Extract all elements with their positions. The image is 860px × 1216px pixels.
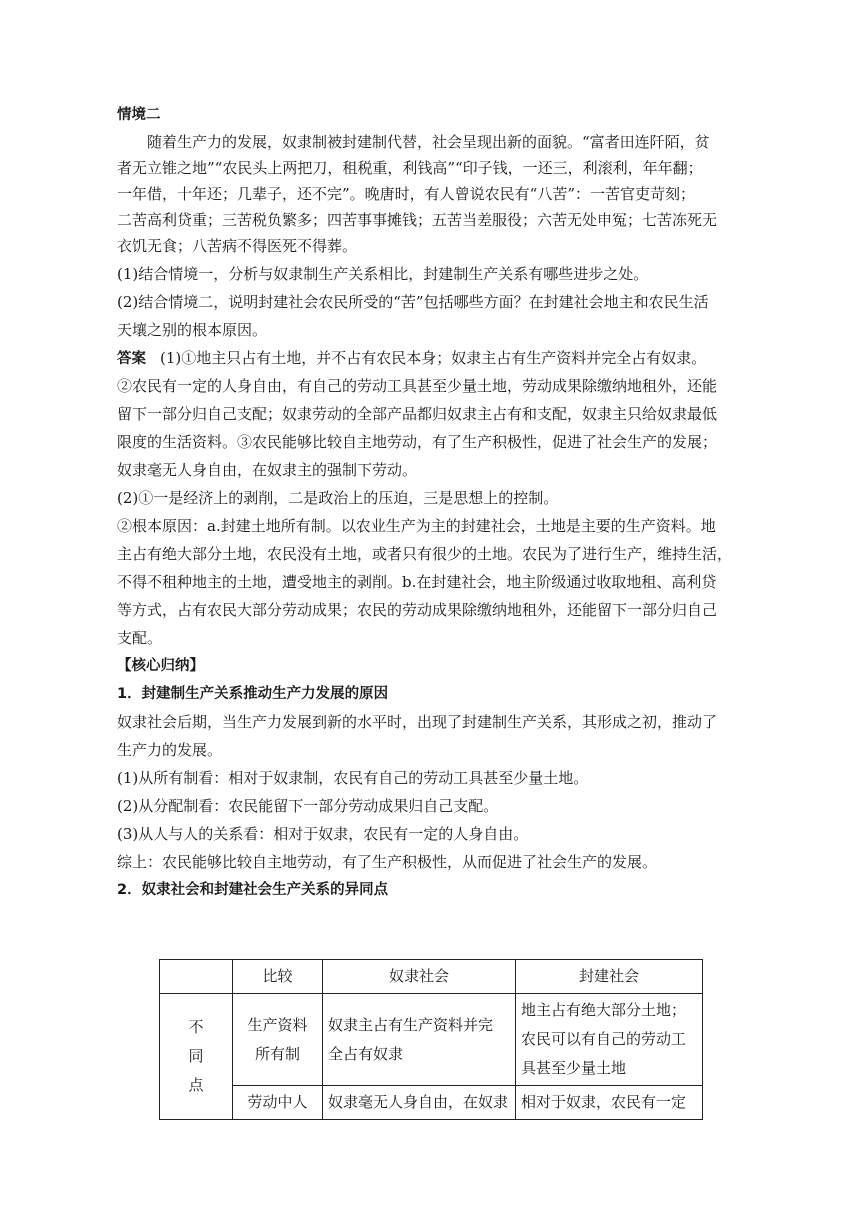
answer-line: 留下一部分归自己支配；奴隶劳动的全部产品都归奴隶主占有和支配，奴隶主只给奴隶最低 bbox=[117, 405, 718, 423]
group-label-char: 不 bbox=[188, 1018, 204, 1036]
scenario-line: 者无立锥之地”“农民头上两把刀，租税重，利钱高”“印子钱，一还三，利滚利，年年翻； bbox=[117, 159, 703, 177]
answer-line: 不得不租种地主的土地，遭受地主的剥削。b.在封建社会，地主阶级通过收取地租、高利贷 bbox=[117, 573, 717, 591]
cell-line: 奴隶主占有生产资料并完 bbox=[328, 1015, 494, 1034]
answer-label: 答案 bbox=[117, 351, 146, 367]
group-label-char: 点 bbox=[188, 1076, 204, 1094]
feudal-society-cell bbox=[516, 994, 703, 1086]
table-row bbox=[160, 1086, 703, 1120]
answer-first-line bbox=[117, 346, 742, 370]
cell-line: 具甚至少量土地 bbox=[521, 1059, 627, 1077]
slave-society-cell bbox=[323, 994, 516, 1086]
section2-title: 2．奴隶社会和封建社会生产关系的异同点 bbox=[117, 882, 389, 898]
answer-line: ②根本原因：a.封建土地所有制。以农业生产为主的封建社会，土地是主要的生产资料。地 bbox=[117, 517, 716, 535]
aspect-line: 劳动中人 bbox=[247, 1093, 308, 1111]
aspect-cell bbox=[233, 1086, 323, 1120]
table-row bbox=[160, 994, 703, 1086]
table-header-cell: 封建社会 bbox=[516, 960, 703, 994]
cell-line: 全占有奴隶 bbox=[328, 1044, 404, 1063]
section1-title: 1．封建制生产关系推动生产力发展的原因 bbox=[117, 686, 389, 702]
cell-line: 奴隶毫无人身自由，在奴隶 bbox=[328, 1093, 509, 1111]
table-header-cell: 奴隶社会 bbox=[323, 960, 516, 994]
comparison-table bbox=[159, 959, 703, 1120]
summary-line: 奴隶社会后期，当生产力发展到新的水平时，出现了封建制生产关系，其形成之初，推动了 bbox=[117, 713, 718, 731]
scenario-title: 情境二 bbox=[117, 107, 161, 123]
summary-line: (2)从分配制看：农民能留下一部分劳动成果归自己支配。 bbox=[117, 797, 499, 815]
slave-society-cell bbox=[323, 1086, 516, 1120]
question-line: (1)结合情境一，分析与奴隶制生产关系相比，封建制生产关系有哪些进步之处。 bbox=[117, 265, 649, 283]
question-line: (2)结合情境二，说明封建社会农民所受的“苦”包括哪些方面？在封建社会地主和农民生活 bbox=[117, 293, 709, 311]
aspect-line: 所有制 bbox=[254, 1044, 300, 1063]
answer-line: 等方式，占有农民大部分劳动成果；农民的劳动成果除缴纳地租外，还能留下一部分归自己 bbox=[117, 601, 718, 619]
scenario-line: 衣饥无食；八苦病不得医死不得葬。 bbox=[117, 237, 358, 255]
group-label-char: 同 bbox=[188, 1047, 204, 1065]
summary-line: 综上：农民能够比较自主地劳动，有了生产积极性，从而促进了社会生产的发展。 bbox=[117, 853, 658, 871]
summary-heading: 【核心归纳】 bbox=[117, 658, 204, 674]
group-label-cell bbox=[160, 994, 233, 1120]
answer-line: 支配。 bbox=[117, 629, 163, 647]
scenario-line: 一年借，十年还；几辈子，还不完”。晚唐时，有人曾说农民有“八苦”：一苦官吏苛刻； bbox=[117, 185, 696, 203]
scenario-line: 随着生产力的发展，奴隶制被封建制代替，社会呈现出新的面貌。“富者田连阡陌，贫 bbox=[147, 133, 710, 151]
cell-line: 地主占有绝大部分土地； bbox=[521, 1001, 687, 1019]
summary-line: (3)从人与人的关系看：相对于奴隶，农民有一定的人身自由。 bbox=[117, 825, 529, 843]
cell-line: 相对于奴隶，农民有一定 bbox=[521, 1093, 687, 1111]
answer-line: 限度的生活资料。③农民能够比较自主地劳动，有了生产积极性，促进了社会生产的发展； bbox=[117, 433, 718, 451]
answer-text: (1)①地主只占有土地，并不占有农民本身；奴隶主占有生产资料并完全占有奴隶。 bbox=[160, 349, 707, 367]
table-corner-cell bbox=[160, 960, 233, 994]
cell-line: 农民可以有自己的劳动工 bbox=[521, 1030, 687, 1048]
answer-line: ②农民有一定的人身自由，有自己的劳动工具甚至少量土地，劳动成果除缴纳地租外，还能 bbox=[117, 377, 718, 395]
summary-line: (1)从所有制看：相对于奴隶制，农民有自己的劳动工具甚至少量土地。 bbox=[117, 769, 589, 787]
question-line: 天壤之别的根本原因。 bbox=[117, 321, 268, 339]
answer-line: 主占有绝大部分土地，农民没有土地，或者只有很少的土地。农民为了进行生产，维持生活， bbox=[117, 545, 733, 563]
answer-line: 奴隶毫无人身自由，在奴隶主的强制下劳动。 bbox=[117, 461, 418, 479]
table-header-row bbox=[160, 960, 703, 994]
aspect-cell bbox=[233, 994, 323, 1086]
feudal-society-cell bbox=[516, 1086, 703, 1120]
summary-line: 生产力的发展。 bbox=[117, 741, 223, 759]
answer-line: (2)①一是经济上的剥削，二是政治上的压迫，三是思想上的控制。 bbox=[117, 489, 559, 507]
table-header-cell: 比较 bbox=[233, 960, 323, 994]
scenario-line: 二苦高利贷重；三苦税负繁多；四苦事事摊钱；五苦当差服役；六苦无处申冤；七苦冻死无 bbox=[117, 211, 718, 229]
aspect-line: 生产资料 bbox=[247, 1015, 308, 1034]
